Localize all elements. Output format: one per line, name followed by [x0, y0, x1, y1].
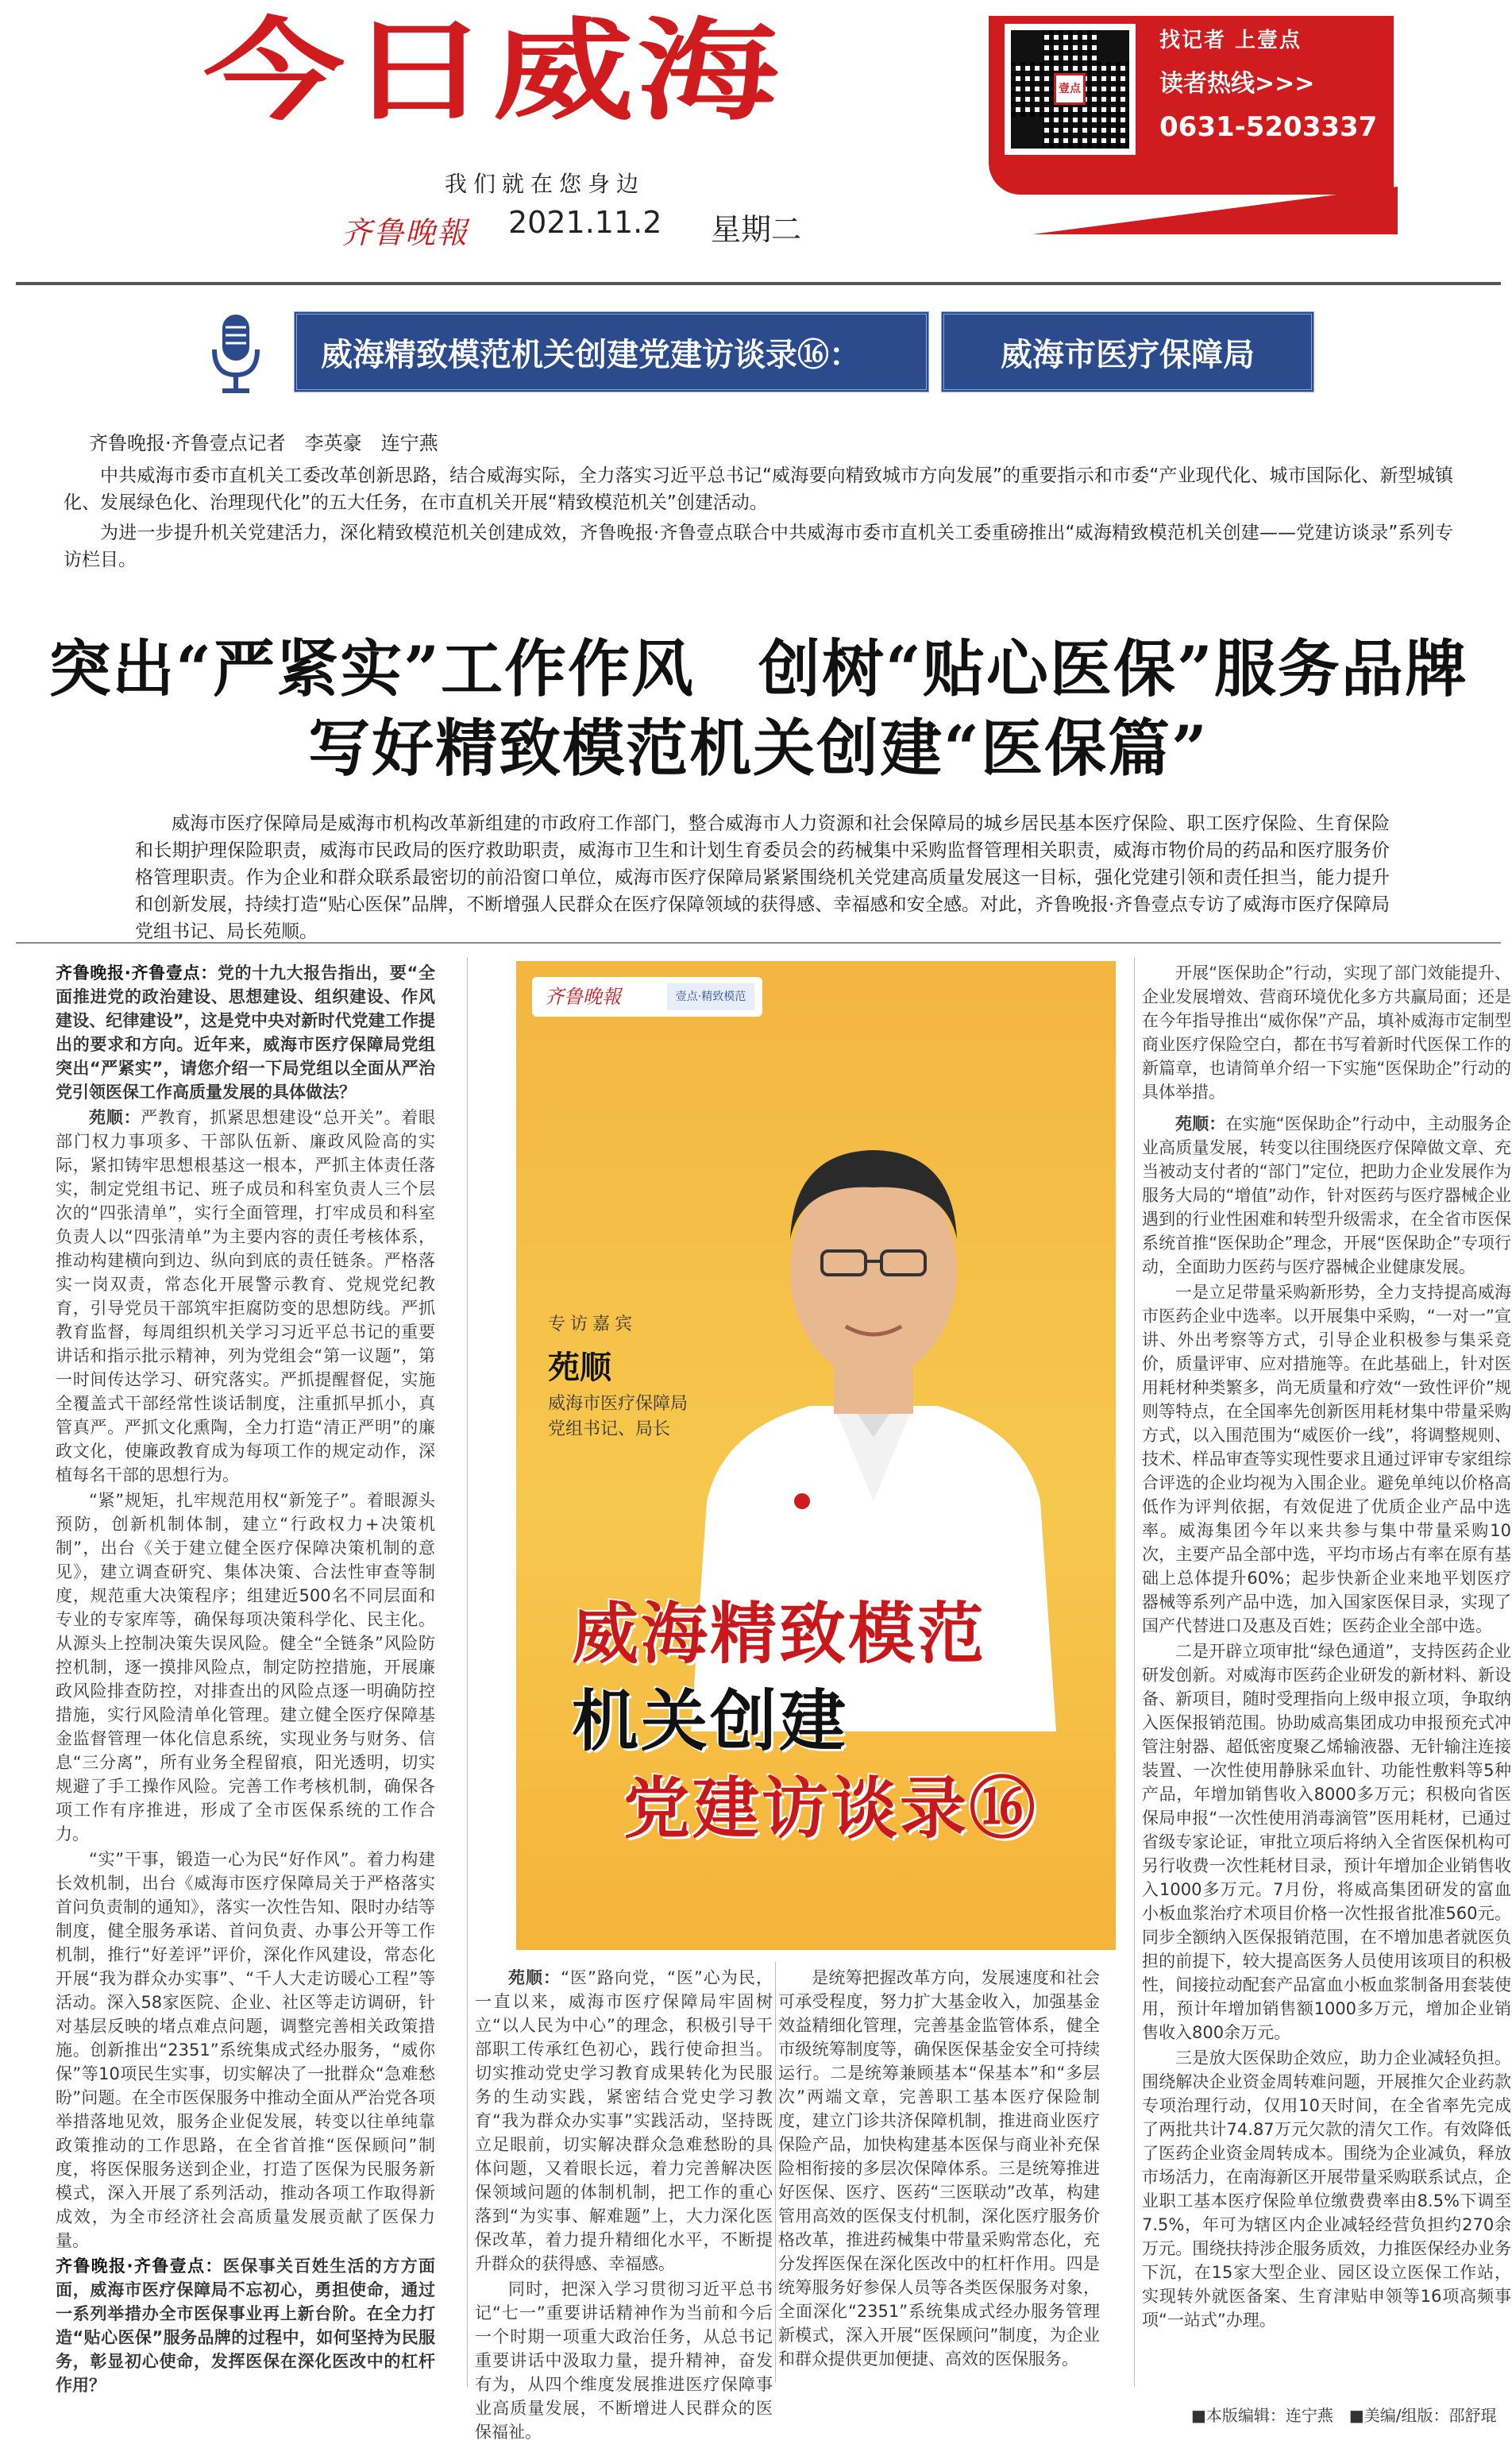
- answer-paragraph: [56, 1106, 435, 1487]
- paragraph-text: 在实施“医保助企”行动中，主动服务企业高质量发展，转变以往围绕医疗保障做文章、充当被动支付者的“部门”定位，把助力企业发展作为服务大局的“增值”动作，针对医药与医疗器械企业遇到的行业性困难和转型升级需求，在全省市医保系统首推“医保助企”理念，开展“医保助企”专项行动，全面助力医药与医疗器械企业健康发展。: [1142, 1114, 1512, 1276]
- paragraph-text: 二是开辟立项审批“绿色通道”，支持医药企业研发创新。对威海市医药企业研发的新材料、新设备、新项目，随时受理指向上级申报立项，争取纳入医保报销范围。协助威高集团成功申报预充式冲管注射器、超低密度聚乙烯输液器、无针输注连接装置、一次性使用静脉采血针、功能性敷料等5种产品，年增加销售收入8000多万元；积极向省医保局申报“一次性使用消毒滴管”医用耗材，已通过省级专家论证，审批立项后将纳入全省医保机构可另行收费一次性耗材目录，预计年增加企业销售收入1000多万元。7月份，将威高集团研发的富血小板血浆治疗术项目价格一次性报省批准560元。同步全额纳入医保报销范围，在不增加患者就医负担的前提下，较大提高医务人员使用该项目的积极性，间接拉动配套产品富血小板血浆制备用套装使用，预计年增加销售额1000多万元，增加企业销售收入800余万元。: [1142, 1642, 1511, 2042]
- question-paragraph: [56, 2254, 435, 2397]
- masthead-title: 今日威海: [203, 6, 781, 136]
- editor-credit: ■本版编辑：连宁燕 ■美编/组版：邵舒琨: [1191, 2406, 1497, 2425]
- paragraph-text: “医”路向党，“医”心为民，一直以来，威海市医疗保障局牢固树立“以人民为中心”的理念，积极引导干部职工传承红色初心，践行使命担当。切实推动党史学习教育成果转化为民服务的生动实践，紧密结合党史学习教育“我为群众办实事”实践活动，坚持既立足眼前，切实解决群众急难愁盼的具体问题，又着眼长远，着力完善解决医保领域问题的体制机制，把工作的重心落到“为实事、解难题”上，大力深化医保改革，着力提升精细化水平，不断提升群众的获得感、幸福感。: [475, 1968, 773, 2273]
- qr-code[interactable]: [1005, 24, 1136, 155]
- article-column-1: [56, 961, 436, 2395]
- answer-paragraph: [1142, 1112, 1511, 1279]
- brand-logo: 齐鲁晚報: [341, 215, 469, 250]
- column-rule: [1134, 957, 1135, 2387]
- masthead-slogan: 我们就在您身边: [445, 171, 646, 197]
- intro-paragraph: 中共威海市委市直机关工委改革创新思路，结合威海实际，全力落实习近平总书记“威海要向精致城市方向发展”的重要指示和市委“产业现代化、城市国际化、新型城镇化、发展绿色化、治理现代化”的五大任务，在市直机关开展“精致模范机关”创建活动。: [64, 465, 1453, 513]
- article-column-4-top: [1142, 961, 1511, 1120]
- column-rule: [467, 957, 468, 2387]
- column-series-banner: 威海精致模范机关创建党建访谈录⑯：: [294, 311, 929, 392]
- answer-paragraph: [475, 1966, 773, 2276]
- paragraph-text: “紧”规矩，扎牢规范用权“新笼子”。着眼源头预防，创新机制体制，建立“行政权力+决策机制”，出台《关于建立健全医疗保障决策机制的意见》，建立调查研究、集体决策、合法性审查等制度，规范重大决策程序；组建近500名不同层面和专业的专家库等，确保每项决策科学化、民主化。从源头上控制决策失误风险。健全“全链条”风险防控机制，逐一摸排风险点，制定防控措施，开展廉政风险排查防控，对排查出的风险点逐一明确防控措施，实行风险清单化管理。建立健全医疗保障基金监督管理一体化信息系统，实现业务与财务、信息“三分离”，所有业务全程留痕，阳光透明，切实规避了手工操作风险。完善工作考核机制，确保各项工作有序推进，形成了全市医保系统的工作合力。: [56, 1491, 435, 1844]
- paragraph-text: 开展“医保助企”行动，实现了部门效能提升、企业发展增效、营商环境优化多方共赢局面；还是在今年指导推出“威你保”产品，填补威海市定制型商业医疗保险空白，都在书写着新时代医保工作的新篇章，也请简单介绍一下实施“医保助企”行动的具体举措。: [1142, 963, 1511, 1102]
- answer-paragraph: [56, 1847, 435, 2253]
- speaker-label: 苑顺：: [508, 1968, 561, 1987]
- photo-series-title-line3: 党建访谈录⑯: [623, 1770, 1039, 1847]
- speaker-label: 齐鲁晚报·齐鲁壹点：: [56, 963, 218, 983]
- issue-weekday: 星期二: [711, 212, 802, 247]
- hotline-line2: 读者热线>>>: [1159, 70, 1315, 98]
- answer-paragraph: [1142, 2046, 1511, 2332]
- question-paragraph: [56, 961, 435, 1104]
- paragraph-text: 三是放大医保助企效应，助力企业减轻负担。围绕解决企业资金周转难问题，开展推欠企业药款专项治理行动，仅用10天时间，在全省率先完成了两批共计74.87万元欠款的清欠工作。有效降低了医药企业资金周转成本。围绕为企业减负，释放市场活力，在南海新区开展带量采购联系试点，企业职工基本医疗保险单位缴费费率由8.5%下调至7.5%，年可为辖区内企业减轻经营负担约270余万元。围绕扶持涉企服务质效，力推医保经办业务下沉，在15家大型企业、园区设立医保工作站，实现转外就医备案、生育津贴申领等16项高频事项“一站式”办理。: [1142, 2048, 1511, 2330]
- intro-paragraph: 为进一步提升机关党建活力，深化精致模范机关创建成效，齐鲁晚报·齐鲁壹点联合中共威海市委市直机关工委重磅推出“威海精致模范机关创建——党建访谈录”系列专访栏目。: [64, 523, 1453, 570]
- speaker-label: 齐鲁晚报·齐鲁壹点：: [56, 2257, 223, 2276]
- lead-paragraph: 威海市医疗保障局是威海市机构改革新组建的市政府工作部门，整合威海市人力资源和社会保障局的城乡居民基本医疗保险、职工医疗保险、生育保险和长期护理保险职责，威海市民政局的医疗救助职责，威海市卫生和计划生育委员会的药械集中采购监督管理相关职责，威海市物价局的药品和医疗服务价格管理职责。作为企业和群众联系最密切的前沿窗口单位，威海市医疗保障局紧紧围绕机关党建高质量发展这一目标，强化党建引领和责任担当，能力提升和创新发展，持续打造“贴心医保”品牌，不断增强人民群众在医疗保障领域的获得感、幸福感和安全感。对此，齐鲁晚报·齐鲁壹点专访了威海市医疗保障局党组书记、局长苑顺。: [135, 813, 1390, 942]
- photo-series-title-line2: 机关创建: [572, 1682, 849, 1760]
- paragraph-text: 一是立足带量采购新形势，全力支持提高威海市医药企业中选率。以开展集中采购，“一对一”宣讲、外出考察等方式，引导企业积极参与集采竞价，质量评审、应对措施等。在此基础上，针对医用耗材种类繁多，尚无质量和疗效“一致性评价”规则等特点，在全国率先创新医用耗材集中带量采购方式，以入围范围为“威医价一线”，将调整规则、技术、样品审查等实现性要求且通过评审专家组综合评选的企业均视为入围企业。避免单纯以价格高低作为评判依据，有效促进了优质企业产品中选率。威海集团今年以来共参与集中带量采购10次，主要产品全部中选，平均市场占有率在原有基础上总体提升60%；起步快新企业来地平划医疗器械等系列产品中选，加入国家医保目录，实现了国产代替进口及惠及百姓；医药企业全部中选。: [1142, 1283, 1511, 1635]
- hotline-line1: 找记者 上壹点: [1159, 29, 1302, 52]
- section-divider: [16, 942, 1501, 944]
- paragraph-text: 党的十九大报告指出，要“全面推进党的政治建设、思想建设、组织建设、作风建设、纪律建设”，这是党中央对新时代党建工作提出的要求和方向。近年来，威海市医疗保障局党组突出“严紧实”，请您介绍一下局党组以全面从严治党引领医保工作高质量发展的具体做法？: [56, 963, 435, 1102]
- photo-brand-logo: 齐鲁晚報: [532, 977, 762, 1017]
- byline: 齐鲁晚报·齐鲁壹点记者 李英豪 连宁燕: [89, 432, 438, 454]
- article-column-2: [475, 1966, 773, 2442]
- microphone-icon: [208, 311, 264, 397]
- hotline-number: 0631-5203337: [1159, 111, 1378, 143]
- answer-paragraph: [1142, 1639, 1511, 2044]
- photo-interviewee-title: 党组书记、局长: [548, 1419, 671, 1439]
- speaker-label: 苑顺：: [89, 1108, 141, 1127]
- answer-paragraph: [778, 1966, 1100, 2371]
- paragraph-text: 是统筹把握改革方向，发展速度和社会可承受程度，努力扩大基金收入，加强基金效益精细化管理，完善基金监管体系，健全市级统筹制度等，确保医保基金安全可持续运行。二是统筹兼顾基本“保基本”和“多层次”两端文章，完善职工基本医疗保险制度，建立门诊共济保障机制，推进商业医疗保险产品，加快构建基本医保与商业补充保险相衔接的多层次保障体系。三是统筹推进好医保、医疗、医药“三医联动”改革，构建管用高效的医保支付机制，深化医疗服务价格改革，推进药械集中带量采购常态化，充分发挥医保在深化医改中的杠杆作用。四是统筹服务好参保人员等各类医保服务对象，全面深化“2351”系统集成式经办服务管理新模式，深入开展“医保顾问”制度，为企业和群众提供更加便捷、高效的医保服务。: [778, 1968, 1100, 2369]
- paragraph-text: “实”干事，锻造一心为民“好作风”。着力构建长效机制，出台《威海市医疗保障局关于严格落实首问负责制的通知》，落实一次性告知、限时办结等制度，健全服务承诺、首问负责、办事公开等工作机制，推行“好差评”评价，深化作风建设，常态化开展“我为群众办实事”、“千人大走访暖心工程”等活动。深入58家医院、企业、社区等走访调研，针对基层反映的堵点难点问题，调整完善相关政策措施。创新推出“2351”系统集成式经办服务，“威你保”等10项民生实事，切实解决了一批群众“急难愁盼”问题。在全市医保服务中推动全面从严治党各项举措落地见效，服务企业促发展，转变以往单纯靠政策推动的工作思路，在全省首推“医保顾问”制度，将医保服务送到企业，打造了医保为民服务新模式，深入开展了系列活动，推动各项工作取得新成效，为全市经济社会高质量发展贡献了医保力量。: [56, 1850, 435, 2250]
- paragraph-text: 严教育，抓紧思想建设“总开关”。着眼部门权力事项多、干部队伍新、廉政风险高的实际，紧扣铸牢思想根基这一根本，严抓主体责任落实，制定党组书记、班子成员和科室负责人三个层次的“四张清单”，实行全面管理，打牢成员和科室负责人以“四张清单”为主要内容的责任考核体系，推动构建横向到边、纵向到底的责任链条。严格落实一岗双责，常态化开展警示教育、党规党纪教育，引导党员干部筑牢拒腐防变的思想防线。严抓教育监督，每周组织机关学习习近平总书记的重要讲话和指示批示精神，列为党组会“第一议题”，第一时间传达学习、研究落实。严抓提醒督促，实施全覆盖式干部经常性谈话制度，注重抓早抓小，真管真严。严抓文化熏陶，全力打造“清正严明”的廉政文化，使廉政教育成为每项工作的规定动作，深植每名干部的思想行为。: [56, 1108, 436, 1485]
- column-rule: [775, 1962, 776, 2383]
- issue-date: 2021.11.2: [508, 205, 662, 240]
- photo-interviewee-tag: 专访嘉宾: [548, 1315, 638, 1334]
- qr-center-label: 壹点: [1054, 73, 1086, 105]
- answer-paragraph: [475, 2277, 773, 2444]
- article-column-4: [1142, 1112, 1511, 2383]
- answer-paragraph: [1142, 1280, 1511, 1638]
- paragraph-text: 同时，把深入学习贯彻习近平总书记“七一”重要讲话精神作为当前和今后一个时期一项重大政治任务，从总书记重要讲话中汲取力量，提升精神，奋发有为，从四个维度发展推进医疗保障事业高质量发展，不断增进人民群众的医保福祉。: [475, 2280, 773, 2442]
- photo-series-title-line1: 威海精致模范: [572, 1595, 987, 1673]
- headline-line1: 突出“严紧实”工作作风 创树“贴心医保”服务品牌: [48, 633, 1468, 705]
- photo-badge: 壹点·精致模范: [667, 983, 754, 1010]
- paragraph-text: 医保事关百姓生活的方方面面，威海市医疗保障局不忘初心，勇担使命，通过一系列举措办全市医保事业再上新台阶。在全力打造“贴心医保”服务品牌的过程中，如何坚持为民服务，彰显初心使命，发挥医保在深化医改中的杠杆作用？: [56, 2257, 435, 2395]
- speaker-label: 苑顺：: [1175, 1114, 1226, 1133]
- answer-paragraph: [56, 1488, 435, 1846]
- headline-line2: 写好精致模范机关创建“医保篇”: [308, 712, 1209, 785]
- photo-interviewee-org: 威海市医疗保障局: [548, 1394, 688, 1414]
- masthead-divider: [16, 282, 1501, 285]
- photo-interviewee-name: 苑顺: [548, 1349, 611, 1386]
- article-column-3: [778, 1966, 1100, 2379]
- answer-paragraph: [1142, 961, 1511, 1104]
- interview-photo: [516, 961, 1116, 1950]
- column-unit-banner: 威海市医疗保障局: [941, 311, 1314, 392]
